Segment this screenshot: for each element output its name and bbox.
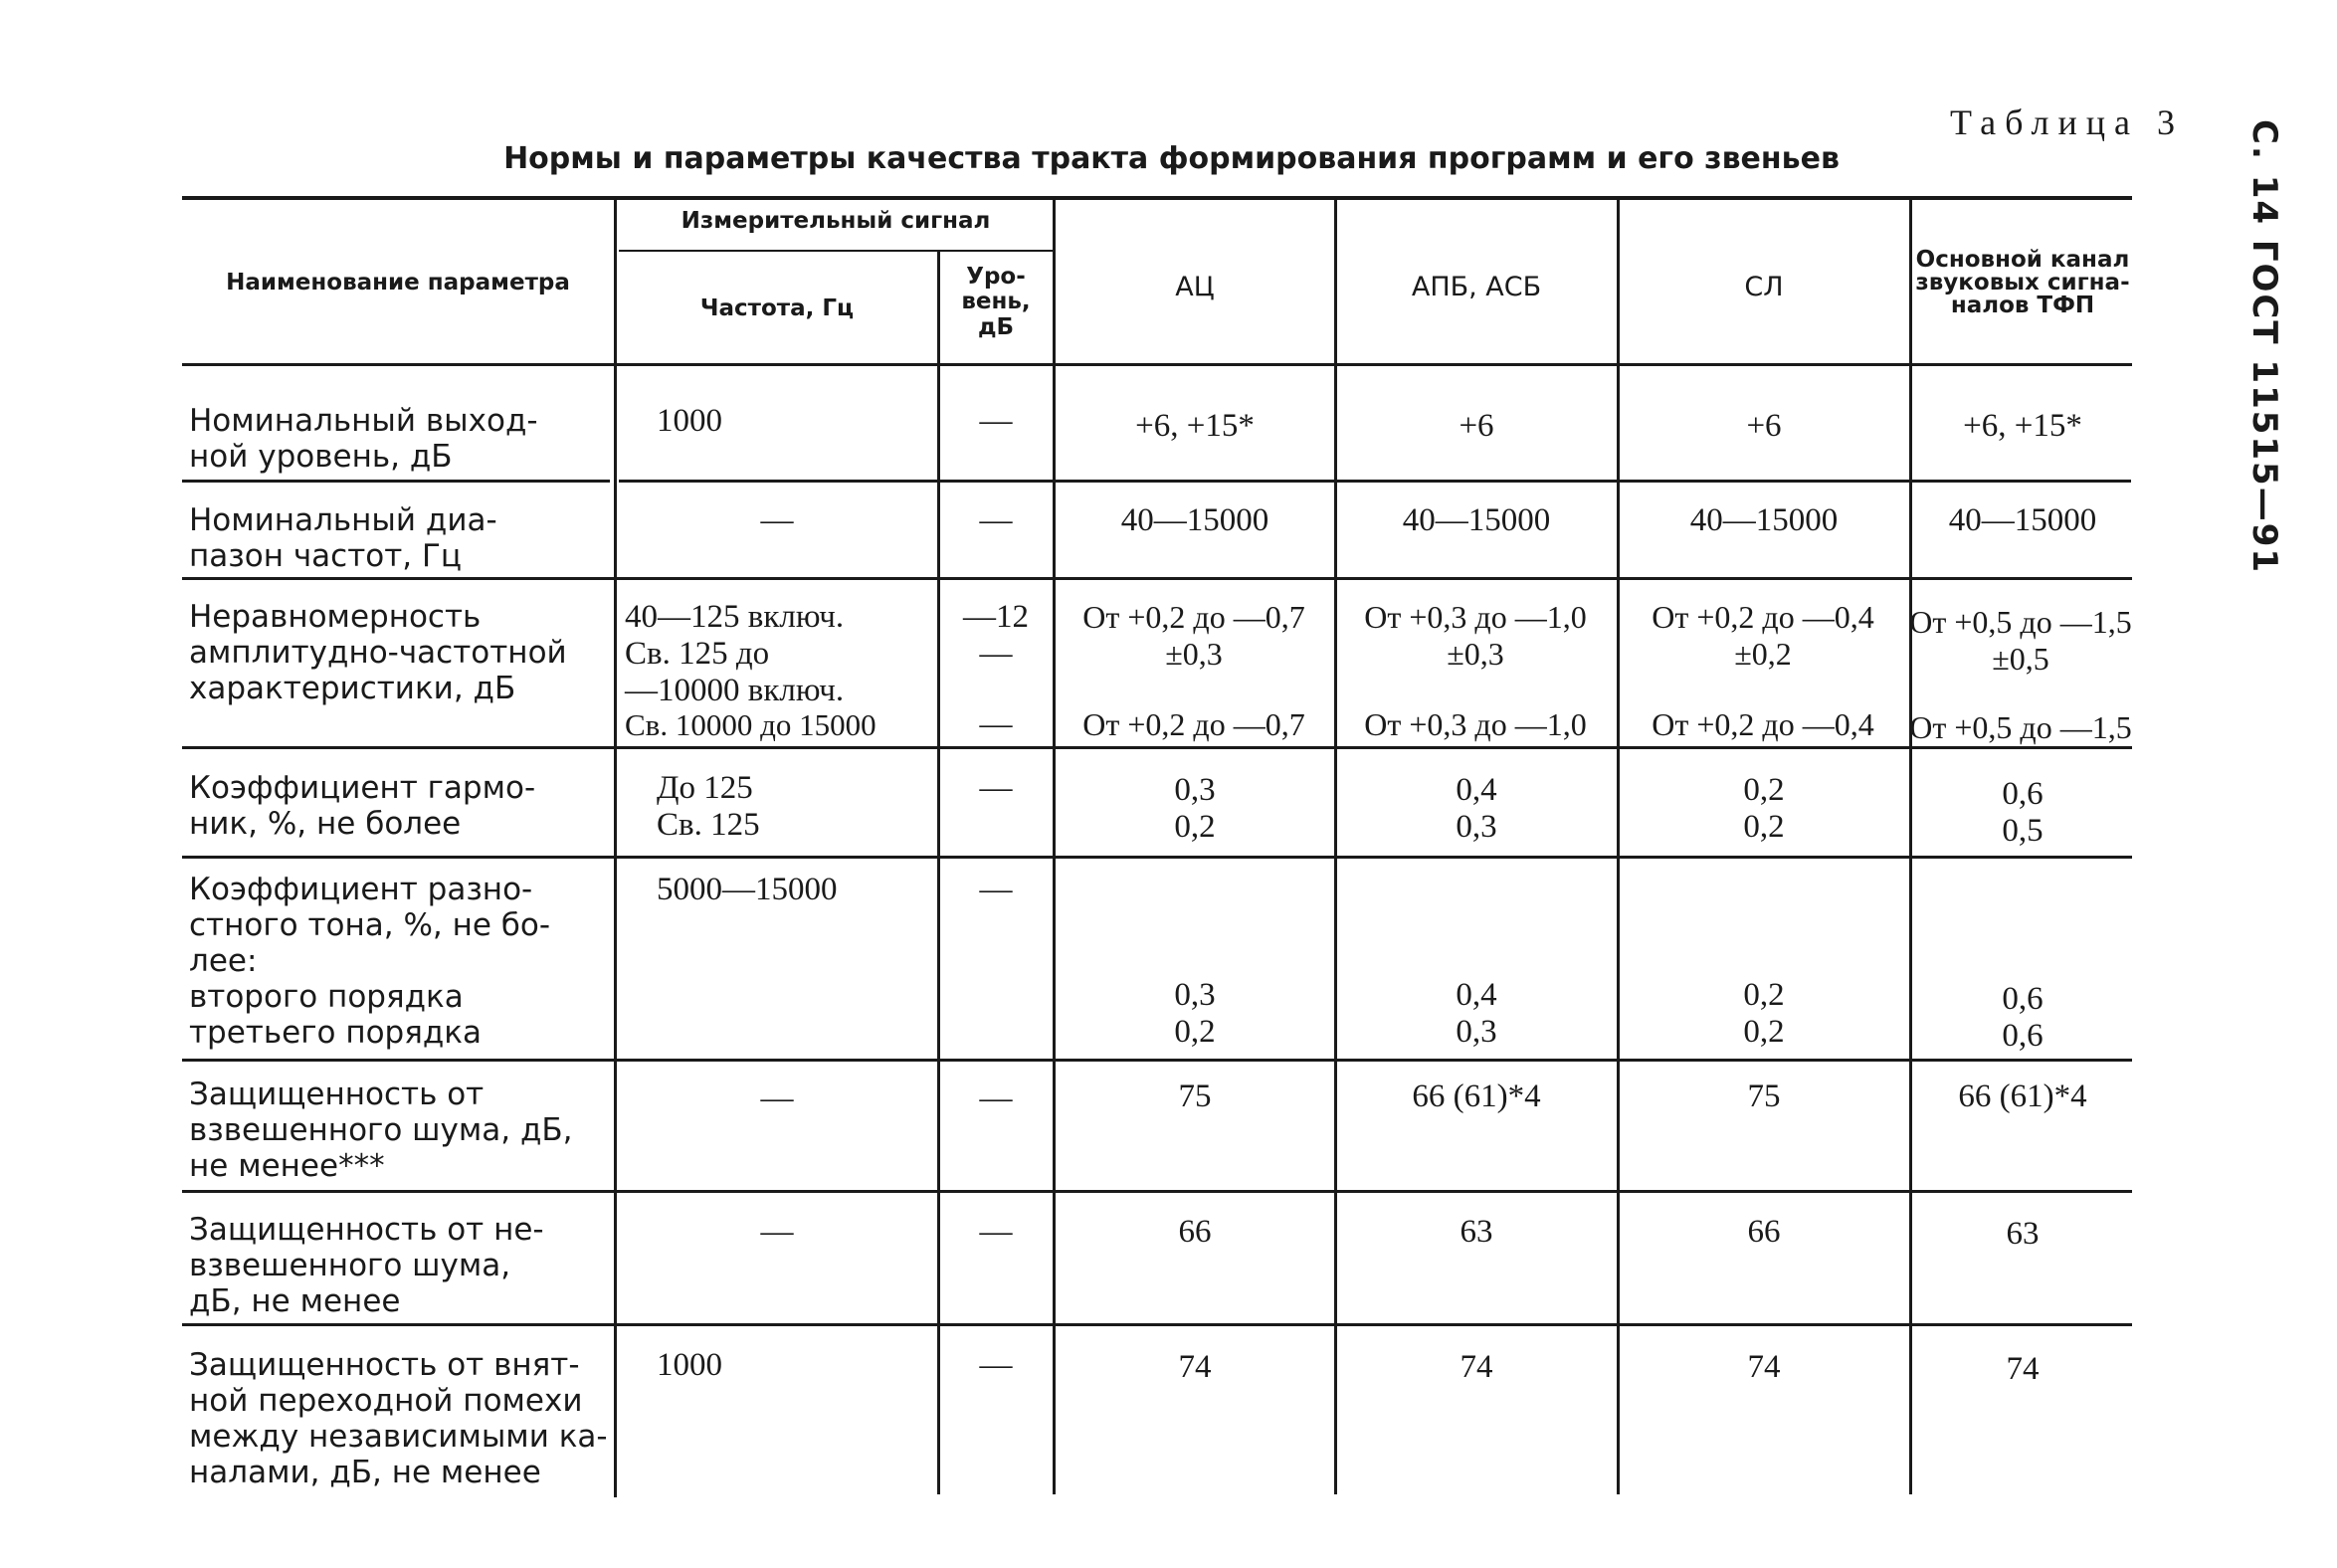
- row-rule: [182, 746, 2132, 749]
- cell-freq: 5000—15000: [657, 872, 838, 907]
- cell-sl: 75: [1747, 1078, 1781, 1114]
- cell-apb: 0,4 0,3: [1456, 977, 1497, 1050]
- cell-freq: Св. 10000 до 15000: [625, 707, 876, 742]
- cell-main: 0,6 0,6: [2002, 981, 2044, 1054]
- col-divider-3: [1053, 199, 1056, 1494]
- row-rule: [182, 1059, 2132, 1062]
- cell-ac: 0,3 0,2: [1174, 772, 1216, 845]
- cell-freq: —: [760, 1080, 794, 1116]
- header-level: Уро- вень, дБ: [961, 264, 1031, 340]
- col-divider-5: [1617, 199, 1620, 1494]
- table-title-text: Нормы и параметры качества тракта формирования программ и его звеньев: [503, 141, 1840, 176]
- cell-freq: —: [760, 1214, 794, 1250]
- cell-apb: От +0,3 до —1,0: [1364, 706, 1587, 742]
- cell-main: 63: [2006, 1216, 2040, 1252]
- table-top-rule: [182, 196, 2132, 200]
- param-name: Защищенность от взвешенного шума, дБ, не менее***: [189, 1077, 573, 1184]
- cell-main: 40—15000: [1948, 502, 2097, 538]
- cell-level: —: [979, 1080, 1013, 1116]
- cell-sl: 66: [1747, 1214, 1781, 1250]
- cell-ac: От +0,2 до —0,7: [1082, 706, 1305, 742]
- header-sl: СЛ: [1744, 272, 1784, 302]
- cell-sl: +6: [1746, 408, 1782, 444]
- cell-sl: От +0,2 до —0,4 ±0,2: [1652, 599, 1874, 672]
- cell-apb: От +0,3 до —1,0 ±0,3: [1364, 599, 1587, 672]
- header-apb: АПБ, АСБ: [1411, 272, 1542, 302]
- row-rule: [182, 856, 2132, 859]
- cell-freq: 1000: [657, 403, 722, 439]
- cell-apb: 0,4 0,3: [1456, 772, 1497, 845]
- param-name: Защищенность от внят- ной переходной помехи между независимыми ка- налами, дБ, не менее: [189, 1347, 608, 1490]
- col-divider-4: [1334, 199, 1337, 1494]
- header-signal: Измерительный сигнал: [681, 208, 991, 234]
- cell-freq: —: [760, 502, 794, 538]
- cell-sl: От +0,2 до —0,4: [1652, 706, 1874, 742]
- side-header: С. 14 ГОСТ 11515—91: [2244, 119, 2284, 575]
- cell-ac: 40—15000: [1120, 502, 1269, 538]
- table-label: Таблица 3: [1950, 102, 2184, 142]
- param-name: Защищенность от не- взвешенного шума, дБ, не менее: [189, 1212, 544, 1319]
- cell-level: —: [979, 706, 1013, 742]
- row-rule: [182, 1323, 2132, 1326]
- cell-main: 74: [2006, 1351, 2040, 1387]
- cell-apb: 74: [1460, 1349, 1493, 1385]
- cell-main: +6, +15*: [1963, 408, 2082, 444]
- cell-ac: +6, +15*: [1135, 408, 1255, 444]
- col-divider-6: [1909, 199, 1912, 1494]
- cell-ac: 75: [1178, 1078, 1212, 1114]
- cell-main: От +0,5 до —1,5 ±0,5: [1909, 604, 2132, 677]
- cell-level: —12 —: [963, 599, 1029, 672]
- cell-sl: 40—15000: [1689, 502, 1839, 538]
- row-rule: [182, 577, 2132, 580]
- header-bottom-rule: [182, 363, 2132, 366]
- param-name: Неравномерность амплитудно-частотной характеристики, дБ: [189, 599, 567, 706]
- header-ac: АЦ: [1175, 272, 1215, 302]
- cell-ac: 0,3 0,2: [1174, 977, 1216, 1050]
- cell-main: 0,6 0,5: [2002, 776, 2044, 849]
- row-rule: [182, 480, 610, 483]
- cell-level: —: [979, 1214, 1013, 1250]
- cell-apb: 66 (61)*4: [1412, 1078, 1541, 1114]
- cell-freq: 40—125 включ. Св. 125 до —10000 включ.: [625, 599, 845, 708]
- cell-freq: 1000: [657, 1347, 722, 1383]
- table-title: [0, 141, 2337, 176]
- col-divider-1: [614, 199, 617, 1497]
- cell-level: —: [979, 770, 1013, 806]
- header-main: Основной канал звуковых сигна- налов ТФП: [1915, 247, 2130, 318]
- cell-level: —: [979, 872, 1013, 907]
- header-freq: Частота, Гц: [699, 295, 855, 321]
- cell-apb: 63: [1460, 1214, 1493, 1250]
- cell-sl: 74: [1747, 1349, 1781, 1385]
- row-rule: [182, 1190, 2132, 1193]
- cell-main: От +0,5 до —1,5: [1909, 709, 2132, 745]
- row-rule: [619, 480, 2131, 483]
- cell-level: —: [979, 1347, 1013, 1383]
- param-name: Коэффициент разно- стного тона, %, не бо- лее: второго порядка третьего порядка: [189, 872, 551, 1051]
- cell-main: 66 (61)*4: [1958, 1078, 2087, 1114]
- cell-ac: 66: [1178, 1214, 1212, 1250]
- header-param: Наименование параметра: [226, 270, 570, 295]
- param-name: Номинальный диа- пазон частот, Гц: [189, 502, 497, 574]
- signal-subheader-rule: [619, 250, 1055, 252]
- cell-apb: +6: [1459, 408, 1494, 444]
- cell-level: —: [979, 403, 1013, 439]
- cell-apb: 40—15000: [1402, 502, 1551, 538]
- cell-freq: До 125 Св. 125: [657, 770, 760, 843]
- param-name: Номинальный выход- ной уровень, дБ: [189, 403, 538, 475]
- cell-ac: От +0,2 до —0,7 ±0,3: [1082, 599, 1305, 672]
- cell-sl: 0,2 0,2: [1743, 977, 1785, 1050]
- cell-level: —: [979, 502, 1013, 538]
- cell-sl: 0,2 0,2: [1743, 772, 1785, 845]
- param-name: Коэффициент гармо- ник, %, не более: [189, 770, 536, 842]
- cell-ac: 74: [1178, 1349, 1212, 1385]
